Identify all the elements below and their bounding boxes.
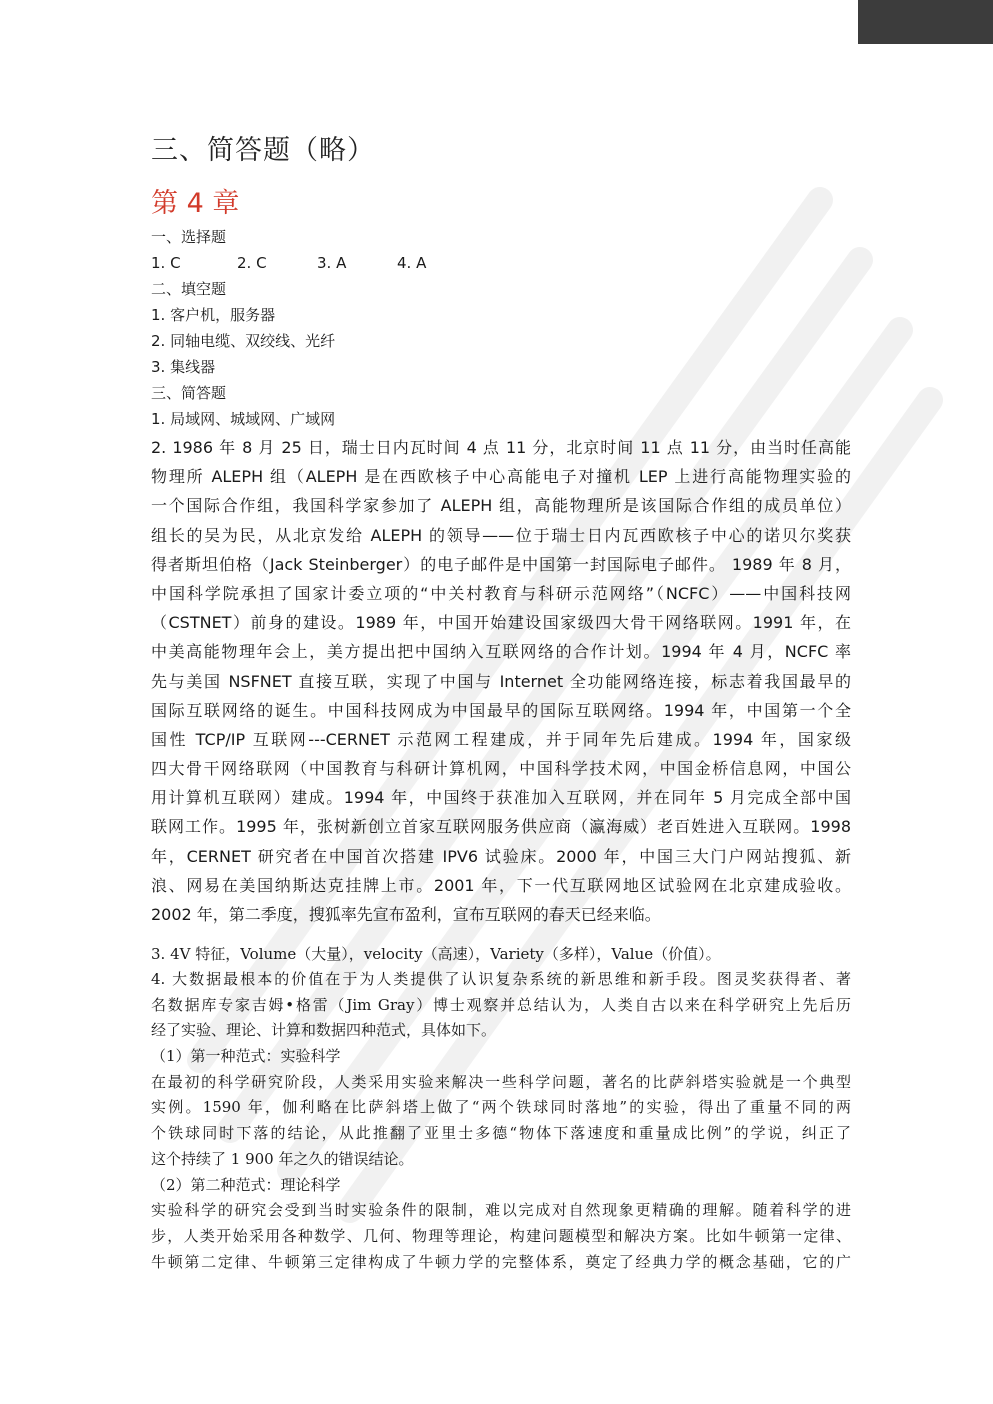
answer-q2	[151, 433, 851, 929]
choice-answer: 3. A	[317, 254, 347, 272]
q2-line: 物理所 ALEPH 组（ALEPH 是在西欧核子中心高能电子对撞机 LEP 上进行高能物理实验的	[151, 467, 851, 487]
q2-line: 联网工作。1995 年，张树新创立首家互联网服务供应商（瀛海威）老百姓进入互联网。1998	[151, 817, 851, 837]
q4-line: 在最初的科学研究阶段，人类采用实验来解决一些科学问题，著名的比萨斜塔实验就是一个典型	[151, 1072, 851, 1091]
q4-line: 实验科学的研究会受到当时实验条件的限制，难以完成对自然现象更精确的理解。随着科学的进	[151, 1201, 851, 1220]
choice-answer: 1. C	[151, 254, 181, 272]
q2-line: 中国科学院承担了国家计委立项的“中关村教育与科研示范网络”（NCFC）——中国科技网	[151, 583, 851, 603]
choice-answer: 2. C	[237, 254, 267, 272]
q4-line: 这个持续了 1 900 年之久的错误结论。	[151, 1149, 414, 1168]
fill-item: 1. 客户机，服务器	[151, 306, 276, 324]
fill-item: 2. 同轴电缆、双绞线、光纤	[151, 332, 336, 350]
section-heading: 三、简答题（略）	[151, 135, 375, 166]
q4-subheading: （2）第二种范式：理论科学	[151, 1175, 341, 1194]
q2-line: 浪、网易在美国纳斯达克挂牌上市。2001 年，下一代互联网地区试验网在北京建成验收。	[151, 875, 851, 895]
q4-line: 4. 大数据最根本的价值在于为人类提供了认识复杂系统的新思维和新手段。图灵奖获得者、著	[151, 970, 851, 988]
answer-q4	[151, 967, 851, 1275]
q2-line: 2. 1986 年 8 月 25 日，瑞士日内瓦时间 4 点 11 分，北京时间 11 点 11 分，由当时任高能	[151, 438, 851, 457]
q4-line: 实例。1590 年，伽利略在比萨斜塔上做了“两个铁球同时落地”的实验，得出了重量不同的两	[151, 1098, 851, 1117]
q2-line: 组长的吴为民，从北京发给 ALEPH 的领导——位于瑞士日内瓦西欧核子中心的诺贝尔奖获	[151, 525, 851, 545]
q4-line: 经了实验、理论、计算和数据四种范式，具体如下。	[151, 1021, 497, 1040]
q2-line: 年，CERNET 研究者在中国首次搭建 IPV6 试验床。2000 年，中国三大门户网站搜狐、新	[151, 846, 851, 866]
q2-line: 中美高能物理年会上，美方提出把中国纳入互联网络的合作计划。1994 年 4 月，NCFC 率	[151, 642, 851, 662]
short-answer-title: 三、简答题	[151, 384, 227, 402]
q2-line: 2002 年，第二季度，搜狐率先宣布盈利，宣布互联网的春天已经来临。	[151, 905, 661, 924]
q2-line: 一个国际合作组，我国科学家参加了 ALEPH 组，高能物理所是该国际合作组的成员单位）	[151, 496, 851, 516]
q2-line: 得者斯坦伯格（Jack Steinberger）的电子邮件是中国第一封国际电子邮件。 1989 年 8 月，	[151, 554, 851, 574]
fill-title: 二、填空题	[151, 280, 227, 298]
choice-title: 一、选择题	[151, 228, 227, 246]
top-right-bar	[858, 0, 993, 44]
q2-line: 国际互联网络的诞生。中国科技网成为中国最早的国际互联网络。1994 年，中国第一个全	[151, 700, 851, 720]
choice-answers	[151, 252, 426, 274]
answer-q1: 1. 局域网、城域网、广域网	[151, 410, 336, 428]
answer-q3	[151, 942, 851, 968]
q2-line: 先与美国 NSFNET 直接互联，实现了中国与 Internet 全功能网络连接，标志着我国最早的	[151, 671, 851, 691]
q4-line: 步，人类开始采用各种数学、几何、物理等理论，构建问题模型和解决方案。比如牛顿第一定律、	[151, 1226, 851, 1245]
q2-line: 四大骨干网络联网（中国教育与科研计算机网，中国科学技术网，中国金桥信息网，中国公	[151, 759, 851, 779]
q2-line: 用计算机互联网）建成。1994 年，中国终于获准加入互联网，并在同年 5 月完成全部中国	[151, 788, 851, 808]
fill-item: 3. 集线器	[151, 358, 216, 376]
q2-line: （CSTNET）前身的建设。1989 年，中国开始建设国家级四大骨干网络联网。1991 年，在	[151, 613, 851, 633]
choice-answer: 4. A	[397, 254, 427, 272]
q2-line: 国性 TCP/IP 互联网---CERNET 示范网工程建成，并于同年先后建成。1994 年，国家级	[151, 729, 851, 749]
q4-line: 名数据库专家吉姆•格雷（Jim Gray）博士观察并总结认为，人类自古以来在科学研究上先后历	[151, 995, 851, 1014]
q4-line: 个铁球同时下落的结论，从此推翻了亚里士多德“物体下落速度和重量成比例”的学说，纠正了	[151, 1124, 851, 1143]
q4-subheading: （1）第一种范式：实验科学	[151, 1047, 341, 1066]
q3-line: 3. 4V 特征，Volume（大量），velocity（高速），Variety（多样），Value（价值）。	[151, 945, 721, 963]
q4-line: 牛顿第二定律、牛顿第三定律构成了牛顿力学的完整体系，奠定了经典力学的概念基础，它的广	[151, 1252, 851, 1271]
chapter-heading: 第 4 章	[151, 188, 240, 219]
